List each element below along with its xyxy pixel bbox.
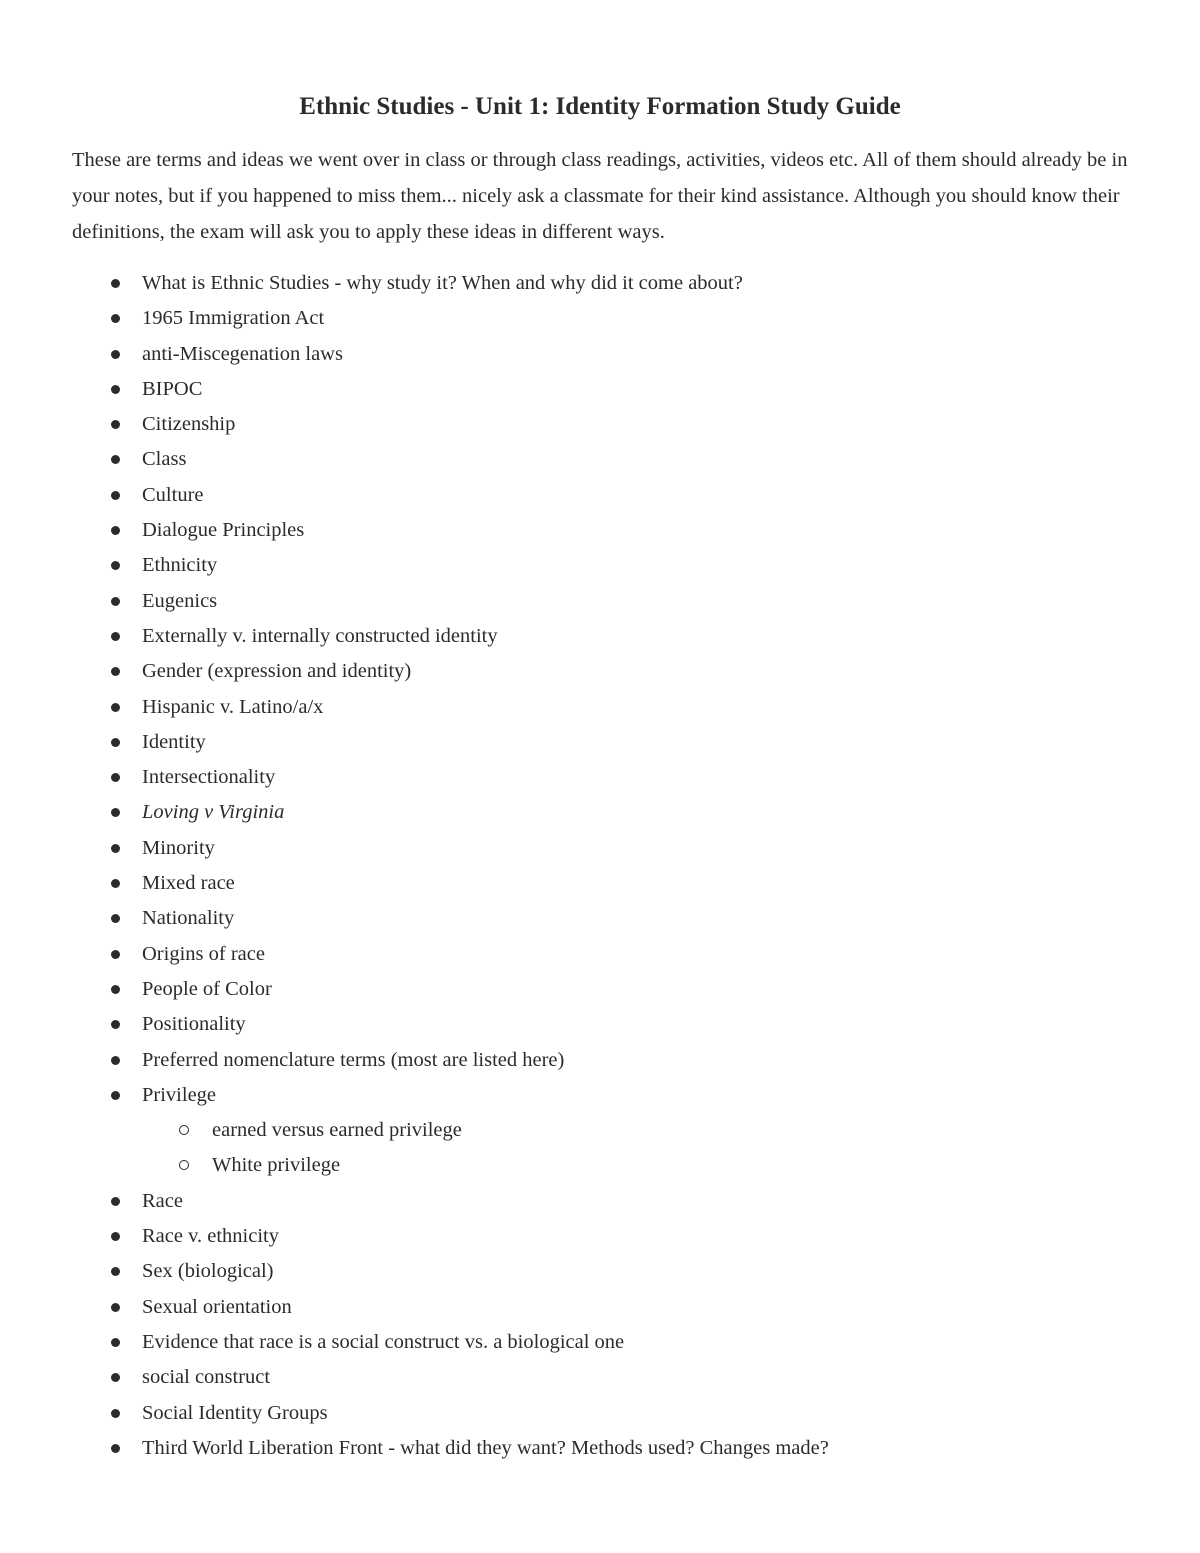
bullet-icon — [111, 738, 120, 747]
bullet-icon — [111, 491, 120, 500]
list-item — [72, 795, 1128, 830]
term-text: Race v. ethnicity — [142, 1225, 279, 1248]
list-item — [72, 301, 1128, 336]
list-item — [72, 1184, 1128, 1219]
term-text: BIPOC — [142, 377, 203, 400]
list-item — [72, 337, 1128, 372]
bullet-icon — [111, 1303, 120, 1312]
term-text: Citizenship — [142, 413, 236, 436]
bullet-icon — [111, 1409, 120, 1418]
term-text: Nationality — [142, 907, 235, 930]
term-text: Privilege — [142, 1083, 217, 1106]
bullet-icon — [111, 420, 120, 429]
bullet-icon — [111, 1091, 120, 1100]
term-text: Evidence that race is a social construct vs. a biological one — [142, 1330, 625, 1353]
term-text: Minority — [142, 836, 215, 859]
term-text: What is Ethnic Studies - why study it? When and why did it come about? — [142, 272, 743, 294]
term-text: Sexual orientation — [142, 1295, 292, 1318]
sub-list-item — [142, 1113, 1128, 1148]
bullet-icon — [111, 385, 120, 394]
bullet-icon — [111, 350, 120, 359]
term-text: Loving v Virginia — [142, 801, 285, 824]
subterms-list — [142, 1113, 1128, 1184]
list-item — [72, 654, 1128, 689]
term-text: anti-Miscegenation laws — [142, 342, 343, 365]
term-text: Externally v. internally constructed identity — [142, 624, 498, 647]
term-text: Race — [142, 1189, 183, 1212]
bullet-icon — [111, 1232, 120, 1241]
list-item — [72, 372, 1128, 407]
list-item — [72, 407, 1128, 442]
list-item — [72, 1325, 1128, 1360]
sub-list-item — [142, 1148, 1128, 1183]
term-text: Intersectionality — [142, 766, 276, 789]
term-text: People of Color — [142, 977, 272, 1000]
intro-paragraph: These are terms and ideas we went over in class or through class readings, activities, videos etc. All of them should already be in your notes, but if you happened to miss them... nicely ask a classmate for their kind assistance. Although you should know their definitions, the exam will ask you to apply these ideas in different ways. — [72, 149, 1128, 243]
bullet-icon — [111, 597, 120, 606]
list-item — [72, 584, 1128, 619]
term-text: Identity — [142, 730, 206, 753]
list-item — [72, 1396, 1128, 1431]
bullet-icon — [111, 1020, 120, 1029]
term-text: Eugenics — [142, 589, 218, 612]
bullet-icon — [111, 455, 120, 464]
bullet-icon — [111, 1056, 120, 1065]
list-item — [72, 1078, 1128, 1184]
hollow-bullet-icon — [179, 1125, 189, 1135]
bullet-icon — [111, 279, 120, 288]
term-text: Positionality — [142, 1013, 246, 1036]
terms-list — [72, 266, 1128, 1466]
bullet-icon — [111, 1338, 120, 1347]
list-item — [72, 1254, 1128, 1289]
bullet-icon — [111, 773, 120, 782]
term-text: Origins of race — [142, 942, 265, 965]
list-item — [72, 901, 1128, 936]
term-text: social construct — [142, 1366, 271, 1389]
term-text: Hispanic v. Latino/a/x — [142, 695, 324, 718]
list-item — [72, 937, 1128, 972]
subterm-text: earned versus earned privilege — [212, 1119, 462, 1142]
bullet-icon — [111, 526, 120, 535]
term-text: Sex (biological) — [142, 1260, 274, 1283]
list-item — [72, 690, 1128, 725]
hollow-bullet-icon — [179, 1160, 189, 1170]
bullet-icon — [111, 632, 120, 641]
bullet-icon — [111, 879, 120, 888]
term-text: Dialogue Principles — [142, 519, 305, 542]
list-item — [72, 1431, 1128, 1466]
list-item — [72, 725, 1128, 760]
list-item — [72, 1360, 1128, 1395]
bullet-icon — [111, 1444, 120, 1453]
bullet-icon — [111, 314, 120, 323]
bullet-icon — [111, 667, 120, 676]
list-item — [72, 1007, 1128, 1042]
term-text: Third World Liberation Front - what did they want? Methods used? Changes made? — [142, 1436, 829, 1459]
bullet-icon — [111, 808, 120, 817]
document-title: Ethnic Studies - Unit 1: Identity Formation Study Guide — [299, 93, 901, 120]
list-item — [72, 831, 1128, 866]
list-item — [72, 972, 1128, 1007]
term-text: 1965 Immigration Act — [142, 307, 325, 330]
subterm-text: White privilege — [212, 1154, 341, 1177]
bullet-icon — [111, 1373, 120, 1382]
term-text: Mixed race — [142, 872, 235, 895]
term-text: Social Identity Groups — [142, 1401, 328, 1424]
bullet-icon — [111, 703, 120, 712]
term-text: Culture — [142, 483, 204, 506]
bullet-icon — [111, 914, 120, 923]
list-item — [72, 1290, 1128, 1325]
list-item — [72, 442, 1128, 477]
term-text: Preferred nomenclature terms (most are listed here) — [142, 1048, 565, 1071]
list-item — [72, 478, 1128, 513]
bullet-icon — [111, 950, 120, 959]
list-item — [72, 760, 1128, 795]
list-item — [72, 548, 1128, 583]
list-item — [72, 266, 1128, 301]
list-item — [72, 619, 1128, 654]
list-item — [72, 1219, 1128, 1254]
list-item — [72, 866, 1128, 901]
bullet-icon — [111, 1197, 120, 1206]
bullet-icon — [111, 1267, 120, 1276]
list-item — [72, 513, 1128, 548]
list-item — [72, 1043, 1128, 1078]
term-text: Ethnicity — [142, 554, 218, 577]
term-text: Class — [142, 448, 187, 471]
bullet-icon — [111, 561, 120, 570]
term-text: Gender (expression and identity) — [142, 660, 412, 683]
bullet-icon — [111, 985, 120, 994]
bullet-icon — [111, 844, 120, 853]
